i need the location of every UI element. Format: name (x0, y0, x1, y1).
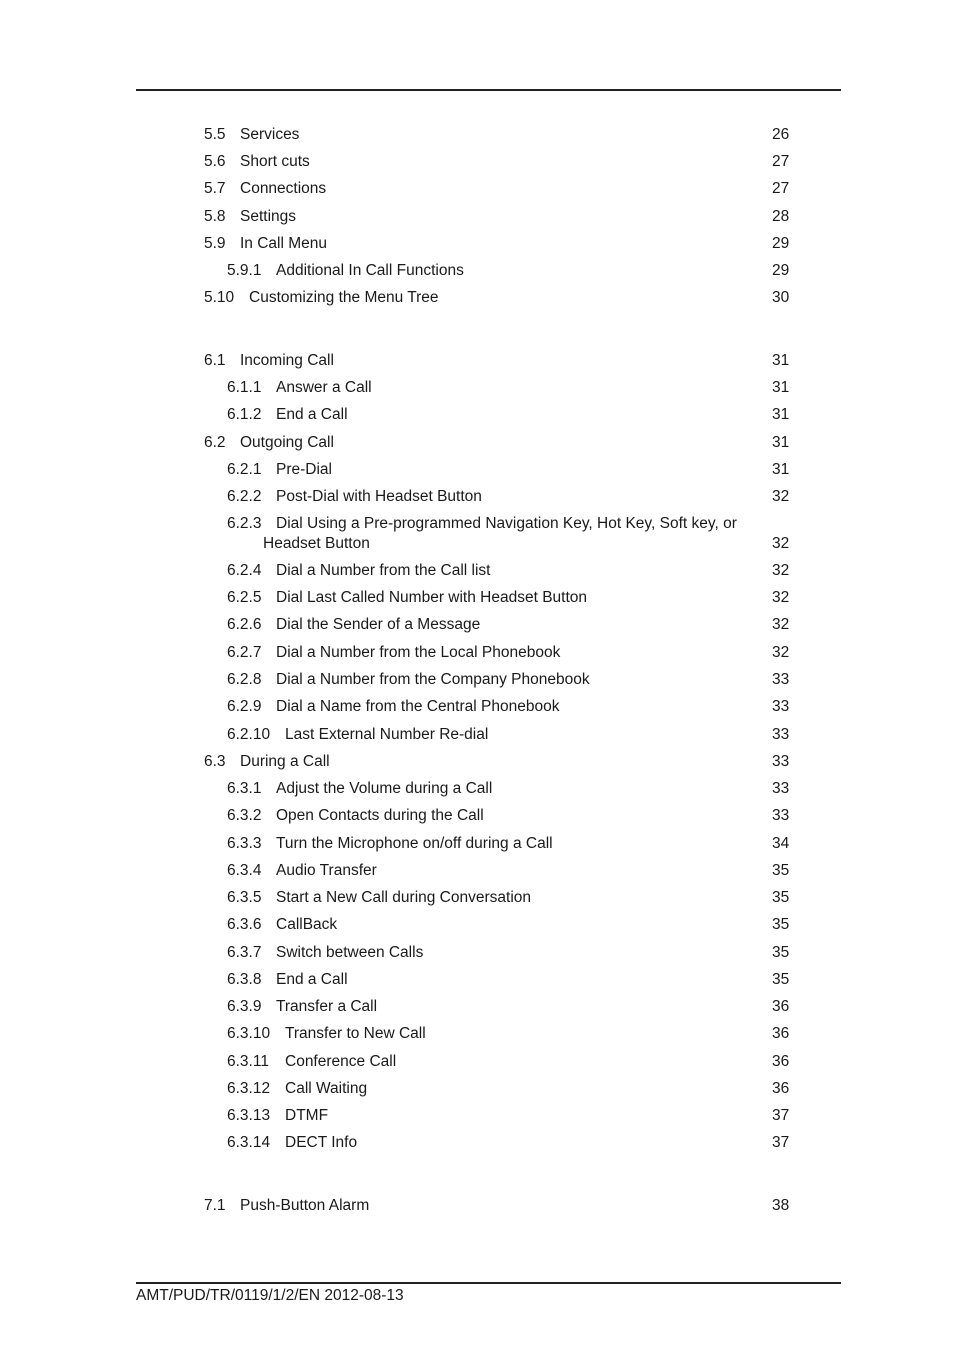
toc-title: Dial a Number from the Local Phonebook (276, 644, 561, 661)
toc-page-number: 31 (772, 379, 790, 396)
toc-page-number: 30 (772, 289, 790, 306)
toc-number: 6.3.6 (227, 916, 262, 933)
toc-number: 6.3.3 (227, 835, 262, 852)
toc-page-number: 32 (772, 488, 790, 505)
toc-title: Post-Dial with Headset Button (276, 488, 482, 505)
toc-title: Adjust the Volume during a Call (276, 780, 493, 797)
toc-number: 6.2.4 (227, 562, 262, 579)
toc-number: 5.9.1 (227, 262, 262, 279)
toc-page-number: 37 (772, 1134, 790, 1151)
toc-page-number: 31 (772, 434, 790, 451)
toc-number: 6.3.11 (227, 1053, 269, 1070)
toc-page-number: 33 (772, 807, 790, 824)
toc-page-number: 26 (772, 126, 790, 143)
toc-title: Outgoing Call (240, 434, 334, 451)
toc-page-number: 29 (772, 235, 790, 252)
toc-number: 6.1.1 (227, 379, 262, 396)
toc-title: Dial Last Called Number with Headset Button (276, 589, 588, 606)
toc-title: Additional In Call Functions (276, 262, 464, 279)
toc-page-number: 33 (772, 753, 790, 770)
toc-title: End a Call (276, 406, 348, 423)
toc-title: During a Call (240, 753, 330, 770)
toc-title: Dial the Sender of a Message (276, 616, 481, 633)
toc-page-number: 31 (772, 406, 790, 423)
toc-page-number: 33 (772, 780, 790, 797)
toc-number: 6.2 (204, 434, 226, 451)
toc-number: 6.3.12 (227, 1080, 271, 1097)
toc-page-number: 35 (772, 862, 790, 879)
toc-number: 6.3.2 (227, 807, 262, 824)
toc-number: 6.3 (204, 753, 226, 770)
toc-title: Dial a Number from the Call list (276, 562, 491, 579)
toc-number: 6.2.6 (227, 616, 262, 633)
toc-title: DECT Info (285, 1134, 358, 1151)
toc-title: Start a New Call during Conversation (276, 889, 532, 906)
toc-title: Short cuts (240, 153, 310, 170)
toc-title: Transfer a Call (276, 998, 378, 1015)
toc-page-number: 37 (772, 1107, 790, 1124)
toc-number: 6.3.8 (227, 971, 262, 988)
toc-number: 5.5 (204, 126, 226, 143)
toc-page-number: 36 (772, 998, 790, 1015)
toc-page-number: 33 (772, 671, 790, 688)
toc-title: Push-Button Alarm (240, 1197, 370, 1214)
toc-page-number: 35 (772, 889, 790, 906)
toc-page-number: 33 (772, 726, 790, 743)
toc-number: 5.9 (204, 235, 226, 252)
toc-title: Settings (240, 208, 297, 225)
toc-number: 6.3.4 (227, 862, 262, 879)
footer-rule (136, 1282, 841, 1284)
toc-title: Conference Call (285, 1053, 397, 1070)
toc-title: End a Call (276, 971, 348, 988)
toc-page-number: 34 (772, 835, 790, 852)
toc-title: Connections (240, 180, 327, 197)
toc-title: Call Waiting (285, 1080, 368, 1097)
toc-number: 6.3.13 (227, 1107, 271, 1124)
toc-number: 6.1.2 (227, 406, 262, 423)
toc-number: 5.6 (204, 153, 226, 170)
toc-title: Turn the Microphone on/off during a Call (276, 835, 553, 852)
toc-number: 6.2.1 (227, 461, 262, 478)
toc-title: Pre-Dial (276, 461, 332, 478)
toc-number: 5.8 (204, 208, 226, 225)
toc-title: Audio Transfer (276, 862, 377, 879)
toc-number: 6.3.9 (227, 998, 262, 1015)
toc-title: Dial a Name from the Central Phonebook (276, 698, 560, 715)
toc-number: 6.2.9 (227, 698, 262, 715)
toc-number: 6.2.10 (227, 726, 271, 743)
toc-title: Switch between Calls (276, 944, 424, 961)
toc-page-number: 32 (772, 589, 790, 606)
toc-page-number: 31 (772, 461, 790, 478)
toc-number: 6.3.1 (227, 780, 262, 797)
toc-page-number: 31 (772, 352, 790, 369)
toc-page-number: 36 (772, 1080, 790, 1097)
toc-number: 5.10 (204, 289, 235, 306)
toc-number: 6.2.7 (227, 644, 262, 661)
toc-title: Incoming Call (240, 352, 334, 369)
toc-title: Customizing the Menu Tree (249, 289, 439, 306)
toc-page-number: 35 (772, 916, 790, 933)
toc-page-number: 35 (772, 971, 790, 988)
toc-page-number: 32 (772, 562, 790, 579)
toc-title: DTMF (285, 1107, 329, 1124)
toc-page-number: 32 (772, 644, 790, 661)
toc-number: 6.2.8 (227, 671, 262, 688)
toc-page-number: 27 (772, 180, 790, 197)
toc-title: Last External Number Re-dial (285, 726, 489, 743)
toc-page-number: 36 (772, 1053, 790, 1070)
toc-page-number: 35 (772, 944, 790, 961)
toc-title: Services (240, 126, 300, 143)
toc-number: 6.1 (204, 352, 226, 369)
toc-page-number: 32 (772, 535, 790, 552)
toc-title: Dial a Number from the Company Phonebook (276, 671, 590, 688)
toc-title: Dial Using a Pre-programmed Navigation Key, Hot Key, Soft key, or (276, 515, 737, 532)
toc-title: Answer a Call (276, 379, 372, 396)
toc-number: 6.2.5 (227, 589, 262, 606)
toc-number: 6.2.3 (227, 515, 262, 532)
toc-page-number: 29 (772, 262, 790, 279)
toc-number: 6.3.7 (227, 944, 262, 961)
toc-page-number: 32 (772, 616, 790, 633)
toc-title: CallBack (276, 916, 338, 933)
toc-title: In Call Menu (240, 235, 328, 252)
toc-number: 6.3.10 (227, 1025, 271, 1042)
footer-document-id: AMT/PUD/TR/0119/1/2/EN 2012-08-13 (136, 1287, 404, 1304)
toc-page-number: 33 (772, 698, 790, 715)
toc-page-number: 38 (772, 1197, 790, 1214)
toc-title: Transfer to New Call (285, 1025, 426, 1042)
toc-number: 6.3.5 (227, 889, 262, 906)
toc-title: Open Contacts during the Call (276, 807, 484, 824)
toc-title-continuation: Headset Button (263, 535, 370, 552)
toc-page-number: 28 (772, 208, 790, 225)
toc-number: 6.3.14 (227, 1134, 271, 1151)
toc-number: 6.2.2 (227, 488, 262, 505)
toc-page-number: 27 (772, 153, 790, 170)
toc-number: 7.1 (204, 1197, 226, 1214)
toc-page-number: 36 (772, 1025, 790, 1042)
toc-number: 5.7 (204, 180, 226, 197)
